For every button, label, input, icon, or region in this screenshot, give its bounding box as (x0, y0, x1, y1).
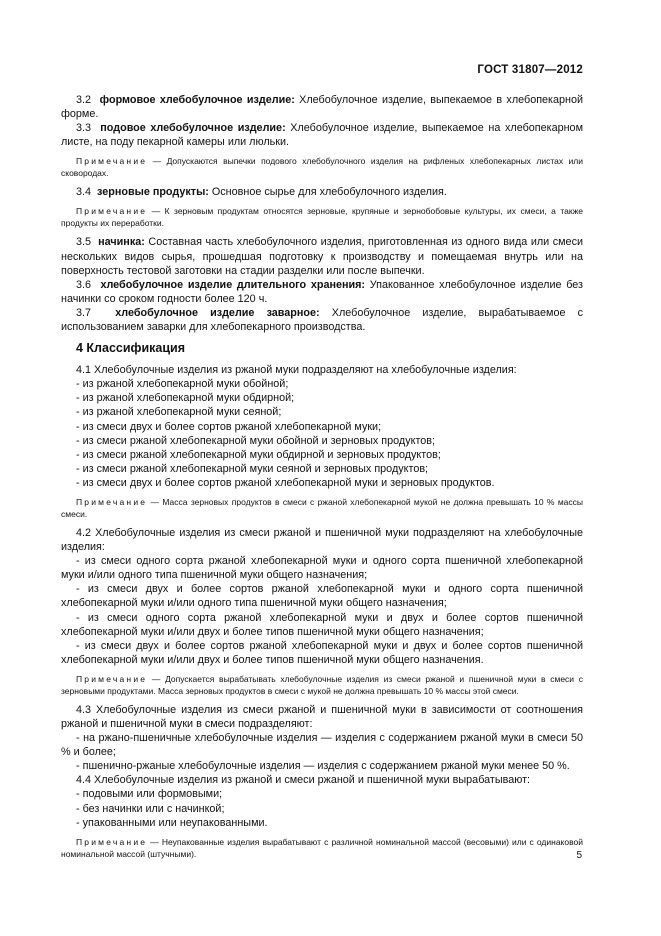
note-3-4: Примечание — К зерновым продуктам относятся зерновые, крупяные и зернобобовые культуры, их смеси, а также продукты их переработки. (61, 206, 583, 229)
section-title: 4 Классификация (76, 341, 186, 356)
definition-3-2: 3.2 формовое хлебобулочное изделие: Хлебобулочное изделие, выпекаемое в хлебопекарной форме. (61, 94, 584, 121)
list-item: - упакованными или неупакованными. (76, 816, 268, 829)
list-item: - из смеси двух и более сортов ржаной хлебопекарной муки и одного сорта пшеничной хлебопекарной муки и/или одного типа пшеничной муки общего назначения; (61, 583, 583, 610)
list-item: - подовыми или формовыми; (76, 788, 223, 801)
list-item: - из смеси ржаной хлебопекарной муки сеяной и зерновых продуктов; (76, 462, 429, 475)
list-item: - из смеси одного сорта ржаной хлебопекарной муки и двух и более сортов пшеничной хлебопекарной муки и/или двух и более типов пшеничной муки общего назначения; (61, 611, 583, 638)
list-item: - пшенично-ржаные хлебобулочные изделия — изделия с содержанием ржаной муки менее 50 %. (76, 760, 570, 773)
list-item: - из смеси двух и более сортов ржаной хлебопекарной муки; (76, 420, 382, 433)
page-content (61, 93, 583, 866)
definition-3-6: 3.6 хлебобулочное изделие длительного хранения: Упакованное хлебобулочное изделие без начинки со сроком годности более 120 ч. (61, 278, 583, 305)
document-id-header: ГОСТ 31807—2012 (477, 64, 583, 76)
list-item: - из смеси двух и более сортов ржаной хлебопекарной муки и зерновых продуктов. (76, 476, 495, 489)
definition-3-3: 3.3 подовое хлебобулочное изделие: Хлебобулочное изделие, выпекаемое на хлебопекарном листе, на поду пекарной камеры или люльки. (61, 122, 583, 149)
note-4-4: Примечание — Неупакованные изделия вырабатывают с различной номинальной массой (весовыми) или с одинаковой номинальной массой (штучными). (61, 836, 583, 859)
list-item: - на ржано-пшеничные хлебобулочные изделия — изделия с содержанием ржаной муки в смеси 50 % и более; (61, 732, 583, 759)
note-4-1: Примечание — Масса зерновых продуктов в смеси с ржаной хлебопекарной мукой не должна превышать 10 % массы смеси. (61, 496, 583, 519)
note-3-3: Примечание — Допускаются выпечки подового хлебобулочного изделия на рифленых хлебопекарных листах или сковородах. (61, 156, 583, 179)
paragraph-4-1: 4.1 Хлебобулочные изделия из ржаной муки подразделяют на хлебобулочные изделия: (76, 364, 517, 377)
note-4-2: Примечание — Допускается вырабатывать хлебобулочные изделия из смеси ржаной и пшеничной муки в смеси с зерновыми продуктами. Масса зерновых продуктов в смеси с мукой не должна превышать 10 % массы этой смеси. (61, 673, 583, 696)
page-number: 5 (576, 850, 582, 861)
paragraph-4-2: 4.2 Хлебобулочные изделия из смеси ржаной и пшеничной муки подразделяют на хлебобулочные изделия: (61, 526, 583, 554)
list-item: - из смеси одного сорта ржаной хлебопекарной муки и одного сорта пшеничной хлебопекарной муки и/или одного типа пшеничной муки общего назначения; (61, 555, 583, 582)
definition-3-7: 3.7 хлебобулочное изделие заварное: Хлебобулочное изделие, вырабатываемое с использованием заварки для хлебопекарного производства. (61, 306, 584, 334)
definition-3-4: 3.4 зерновые продукты: Основное сырье для хлебобулочного изделия. (76, 186, 447, 199)
paragraph-4-3: 4.3 Хлебобулочные изделия из смеси ржаной и пшеничной муки в зависимости от соотношения ржаной и пшеничной муки в смеси подразделяют: (61, 703, 583, 730)
list-item: - из смеси ржаной хлебопекарной муки обойной и зерновых продуктов; (76, 434, 436, 447)
list-item: - из ржаной хлебопекарной муки обдирной; (76, 392, 295, 405)
definition-3-5: 3.5 начинка: Составная часть хлебобулочного изделия, приготовленная из одного вида или смеси нескольких видов сырья, прошедшая подготовку к производству и помещаемая внутрь или на поверхность тестовой заготовки на стадии разделки или после выпечки. (61, 236, 583, 277)
list-item: - из смеси ржаной хлебопекарной муки обдирной и зерновых продуктов; (76, 448, 441, 461)
list-item: - без начинки или с начинкой; (76, 802, 225, 815)
list-item: - из ржаной хлебопекарной муки сеяной; (76, 406, 282, 419)
paragraph-4-4: 4.4 Хлебобулочные изделия из ржаной и смеси ржаной и пшеничной муки вырабатывают: (76, 774, 531, 787)
list-item: - из смеси двух и более сортов ржаной хлебопекарной муки и двух и более сортов пшеничной хлебопекарной муки и/или двух и более типов пшеничной муки общего назначения. (61, 639, 583, 666)
list-item: - из ржаной хлебопекарной муки обойной; (76, 378, 289, 391)
